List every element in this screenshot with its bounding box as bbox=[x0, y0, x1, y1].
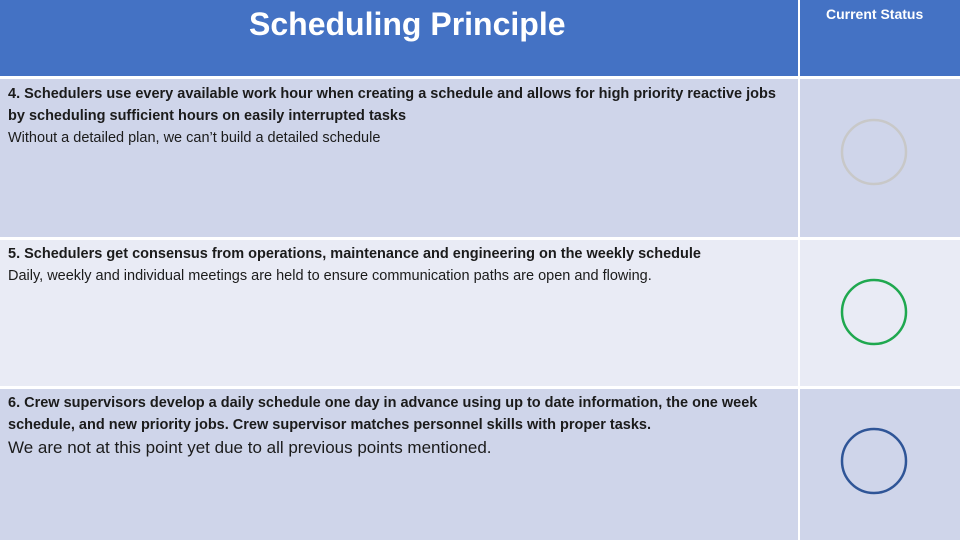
table-row-4-text bbox=[8, 83, 778, 149]
principle-4-text: 4. Schedulers use every available work hour when creating a schedule and allows for high priority reactive jobs by scheduling sufficient hours on easily interrupted tasks bbox=[8, 86, 776, 124]
status-column-title: Current Status bbox=[826, 6, 924, 22]
status-circle-grey-icon bbox=[838, 118, 910, 190]
principle-6-note: We are not at this point yet due to all previous points mentioned. bbox=[8, 438, 492, 457]
principle-5-note: Daily, weekly and individual meetings are held to ensure communication paths are open and flowing. bbox=[8, 268, 652, 284]
page-title: Scheduling Principle bbox=[249, 6, 566, 42]
status-circle-green-icon bbox=[838, 278, 910, 350]
status-circle-blue-icon bbox=[838, 427, 910, 499]
principle-4-note: Without a detailed plan, we can’t build a detailed schedule bbox=[8, 130, 381, 146]
table-row-5-text bbox=[8, 243, 778, 287]
principle-6-text: 6. Crew supervisors develop a daily schedule one day in advance using up to date information, the one week schedule, and new priority jobs. Crew supervisor matches personnel skills with proper tasks. bbox=[8, 395, 758, 433]
principle-5-text: 5. Schedulers get consensus from operations, maintenance and engineering on the weekly schedule bbox=[8, 246, 701, 262]
table-row-6-text bbox=[8, 392, 778, 460]
